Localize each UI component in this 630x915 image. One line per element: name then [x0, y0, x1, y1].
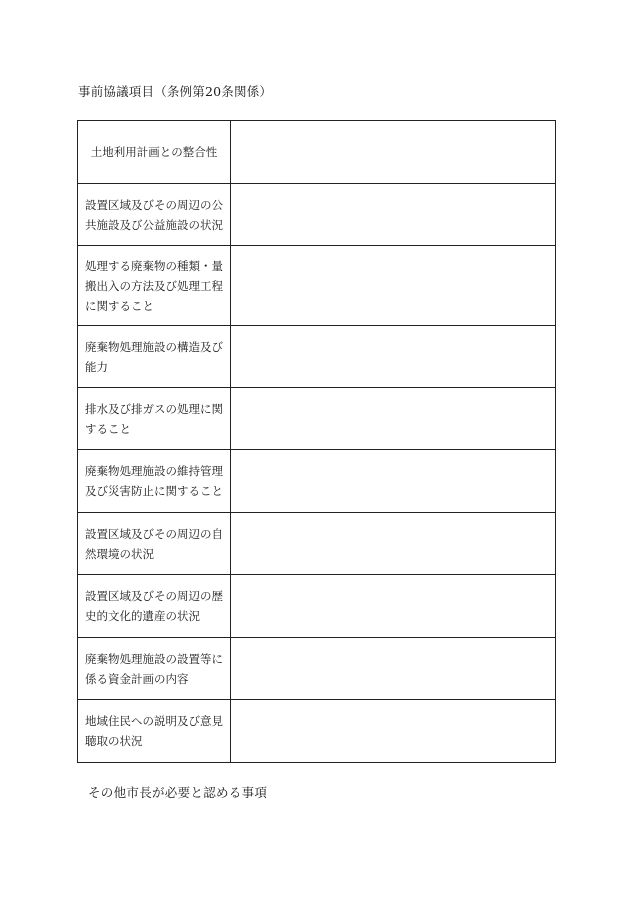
- document-title: 事前協議項目（条例第20条関係）: [78, 84, 273, 99]
- table-row: [78, 700, 556, 763]
- footer-note: その他市長が必要と認める事項: [88, 785, 268, 800]
- table-row: [78, 575, 556, 638]
- item-value-cell[interactable]: [231, 326, 556, 388]
- item-value-cell[interactable]: [231, 246, 556, 326]
- item-label: 土地利用計画との整合性: [78, 121, 231, 184]
- item-value-cell[interactable]: [231, 575, 556, 638]
- item-label: 地域住民への説明及び意見聴取の状況: [78, 700, 231, 763]
- item-label: 廃棄物処理施設の維持管理及び災害防止に関すること: [78, 450, 231, 513]
- table-row: [78, 121, 556, 184]
- table-row: [78, 184, 556, 246]
- table-row: [78, 450, 556, 513]
- item-label: 設置区域及びその周辺の自然環境の状況: [78, 513, 231, 575]
- table-row: [78, 638, 556, 700]
- item-label: 廃棄物処理施設の構造及び能力: [78, 326, 231, 388]
- item-label: 設置区域及びその周辺の公共施設及び公益施設の状況: [78, 184, 231, 246]
- item-value-cell[interactable]: [231, 638, 556, 700]
- item-value-cell[interactable]: [231, 184, 556, 246]
- table-row: [78, 388, 556, 450]
- item-label: 設置区域及びその周辺の歴史的文化的遺産の状況: [78, 575, 231, 638]
- item-value-cell[interactable]: [231, 700, 556, 763]
- table-row: [78, 326, 556, 388]
- item-value-cell[interactable]: [231, 121, 556, 184]
- item-label: 処理する廃棄物の種類・量搬出入の方法及び処理工程に関すること: [78, 246, 231, 326]
- item-value-cell[interactable]: [231, 513, 556, 575]
- table-row: [78, 246, 556, 326]
- item-value-cell[interactable]: [231, 450, 556, 513]
- table-row: [78, 513, 556, 575]
- item-value-cell[interactable]: [231, 388, 556, 450]
- item-label: 排水及び排ガスの処理に関すること: [78, 388, 231, 450]
- item-label: 廃棄物処理施設の設置等に係る資金計画の内容: [78, 638, 231, 700]
- consultation-items-table: [77, 120, 556, 763]
